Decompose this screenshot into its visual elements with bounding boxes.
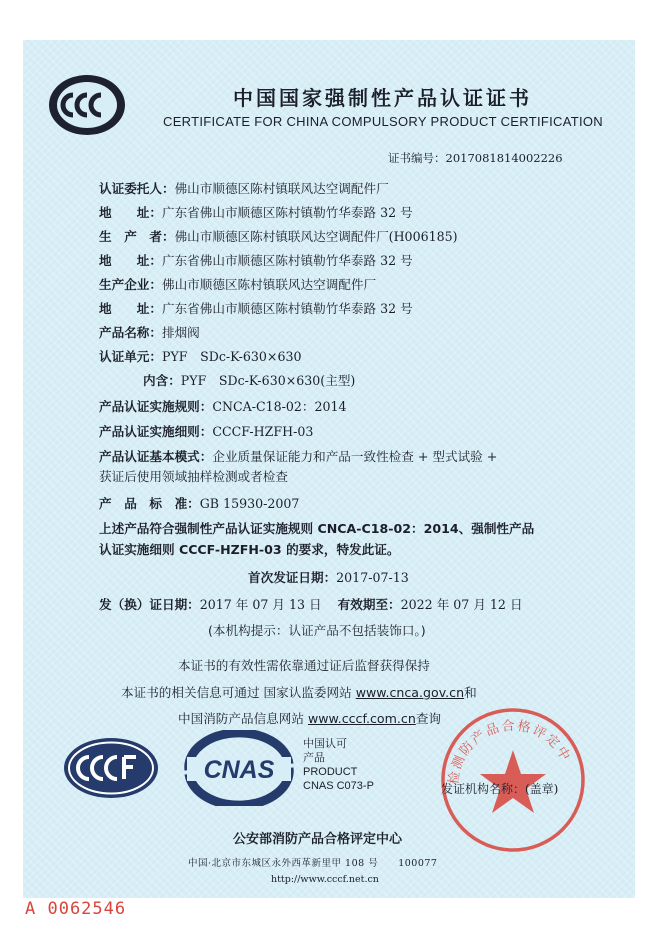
- unit-value: PYF SDc-K-630×630: [161, 349, 302, 364]
- rule-label: 产品认证实施规则：: [99, 399, 213, 414]
- certificate: [23, 40, 635, 898]
- issuing-body-seal-label: 发证机构名称：(盖章): [441, 782, 559, 796]
- detail-label: 产品认证实施细则：: [99, 424, 213, 439]
- manufacturer-address-label: 地 址：: [99, 253, 162, 268]
- product-row: [99, 322, 200, 341]
- cnas-logo-icon: [181, 730, 297, 806]
- unit-label: 认证单元：: [99, 349, 162, 364]
- rule-row: [99, 396, 347, 415]
- svg-text:CNAS: CNAS: [203, 756, 275, 784]
- contains-value: PYF SDc-K-630×630(主型): [180, 373, 356, 388]
- cccf-query-prefix: 中国消防产品信息网站: [178, 711, 308, 726]
- mode-label: 产品认证基本模式：: [99, 449, 213, 464]
- unit-row: [99, 346, 302, 365]
- detail-row: [99, 421, 313, 440]
- first-issue-value: 2017-07-13: [336, 570, 409, 585]
- cccf-query-suffix: 查询: [415, 711, 441, 726]
- reissue-label: 发（换）证日期：: [99, 597, 200, 612]
- manufacturer-label: 生 产 者：: [99, 229, 175, 244]
- svg-text:检测防产品合格评定中: 检测防产品合格评定中: [446, 718, 574, 786]
- cnca-query-suffix: 和: [464, 685, 477, 700]
- reissue-value: 2017 年 07 月 13 日: [199, 597, 322, 612]
- client-address-value: 广东省佛山市顺德区陈村镇勒竹华泰路 32 号: [161, 205, 413, 220]
- issuing-center-name: 公安部消防产品合格评定中心: [233, 832, 403, 847]
- cnca-query-prefix: 本证书的相关信息可通过 国家认监委网站: [121, 685, 356, 700]
- mode-value-line1: 企业质量保证能力和产品一致性检查 + 型式试验 +: [212, 449, 498, 464]
- cccf-link[interactable]: www.cccf.com.cn: [307, 711, 416, 726]
- notice: (本机构提示：认证产品不包括装饰口。): [208, 623, 426, 638]
- contains-row: [143, 370, 355, 389]
- client-address-row: [99, 202, 413, 221]
- serial-number: A 0062546: [25, 899, 127, 919]
- validity-statement: 本证书的有效性需依靠通过证后监督获得保持: [178, 658, 430, 673]
- factory-row: [99, 274, 376, 293]
- manufacturer-value: 佛山市顺德区陈村镇联风达空调配件厂(H006185): [174, 229, 458, 244]
- cnca-link[interactable]: www.cnca.gov.cn: [355, 685, 465, 700]
- standard-label: 产 品 标 准：: [99, 496, 200, 511]
- conformity-line2: 认证实施细则 CCCF-HZFH-03 的要求，特发此证。: [99, 542, 400, 557]
- detail-value: CCCF-HZFH-03: [212, 424, 314, 439]
- product-label: 产品名称：: [99, 325, 162, 340]
- cnca-query-line: [121, 682, 477, 701]
- cnas-line2: 产品: [303, 752, 325, 764]
- cnas-line1: 中国认可: [303, 738, 347, 750]
- issuing-center-address: 中国·北京市东城区永外西革新里甲 108 号 100077: [188, 858, 438, 869]
- factory-address-row: [99, 298, 413, 317]
- product-value: 排烟阀: [161, 325, 200, 340]
- conformity-line1: 上述产品符合强制性产品认证实施规则 CNCA-C18-02：2014、强制性产品: [99, 521, 535, 536]
- dates-row: [99, 594, 523, 613]
- manufacturer-address-row: [99, 250, 413, 269]
- first-issue-label: 首次发证日期：: [248, 570, 337, 585]
- factory-label: 生产企业：: [99, 277, 162, 292]
- factory-address-label: 地 址：: [99, 301, 162, 316]
- client-row: [99, 178, 389, 197]
- mode-row: [99, 446, 497, 465]
- contains-label: 内含：: [143, 373, 181, 388]
- ccc-logo-icon: [47, 73, 127, 137]
- cnas-line3: PRODUCT: [303, 766, 358, 778]
- certificate-title-cn: 中国国家强制性产品认证证书: [233, 86, 532, 110]
- cnas-line4: CNAS C073-P: [303, 780, 374, 792]
- cccf-query-line: [178, 708, 441, 727]
- mode-value-line2: 获证后使用领域抽样检测或者检查: [99, 469, 288, 484]
- valid-value: 2022 年 07 月 12 日: [400, 597, 523, 612]
- valid-label: 有效期至：: [337, 597, 401, 612]
- mode-row-2: [99, 466, 288, 485]
- standard-row: [99, 493, 299, 512]
- factory-value: 佛山市顺德区陈村镇联风达空调配件厂: [161, 277, 377, 292]
- cccf-logo-icon: [63, 737, 159, 799]
- standard-value: GB 15930-2007: [199, 496, 300, 511]
- client-address-label: 地 址：: [99, 205, 162, 220]
- client-value: 佛山市顺德区陈村镇联风达空调配件厂: [174, 181, 389, 196]
- first-issue-row: [248, 567, 409, 586]
- issuing-center-website[interactable]: http://www.cccf.net.cn: [271, 874, 379, 885]
- client-label: 认证委托人：: [99, 181, 175, 196]
- manufacturer-address-value: 广东省佛山市顺德区陈村镇勒竹华泰路 32 号: [161, 253, 413, 268]
- factory-address-value: 广东省佛山市顺德区陈村镇勒竹华泰路 32 号: [161, 301, 413, 316]
- manufacturer-row: [99, 226, 458, 245]
- certificate-number: 证书编号：2017081814002226: [388, 151, 563, 165]
- rule-value: CNCA-C18-02：2014: [212, 399, 347, 414]
- certificate-title-en: CERTIFICATE FOR CHINA COMPULSORY PRODUCT CERTIFICATION: [163, 114, 603, 129]
- cnas-accreditation-text: [303, 737, 374, 793]
